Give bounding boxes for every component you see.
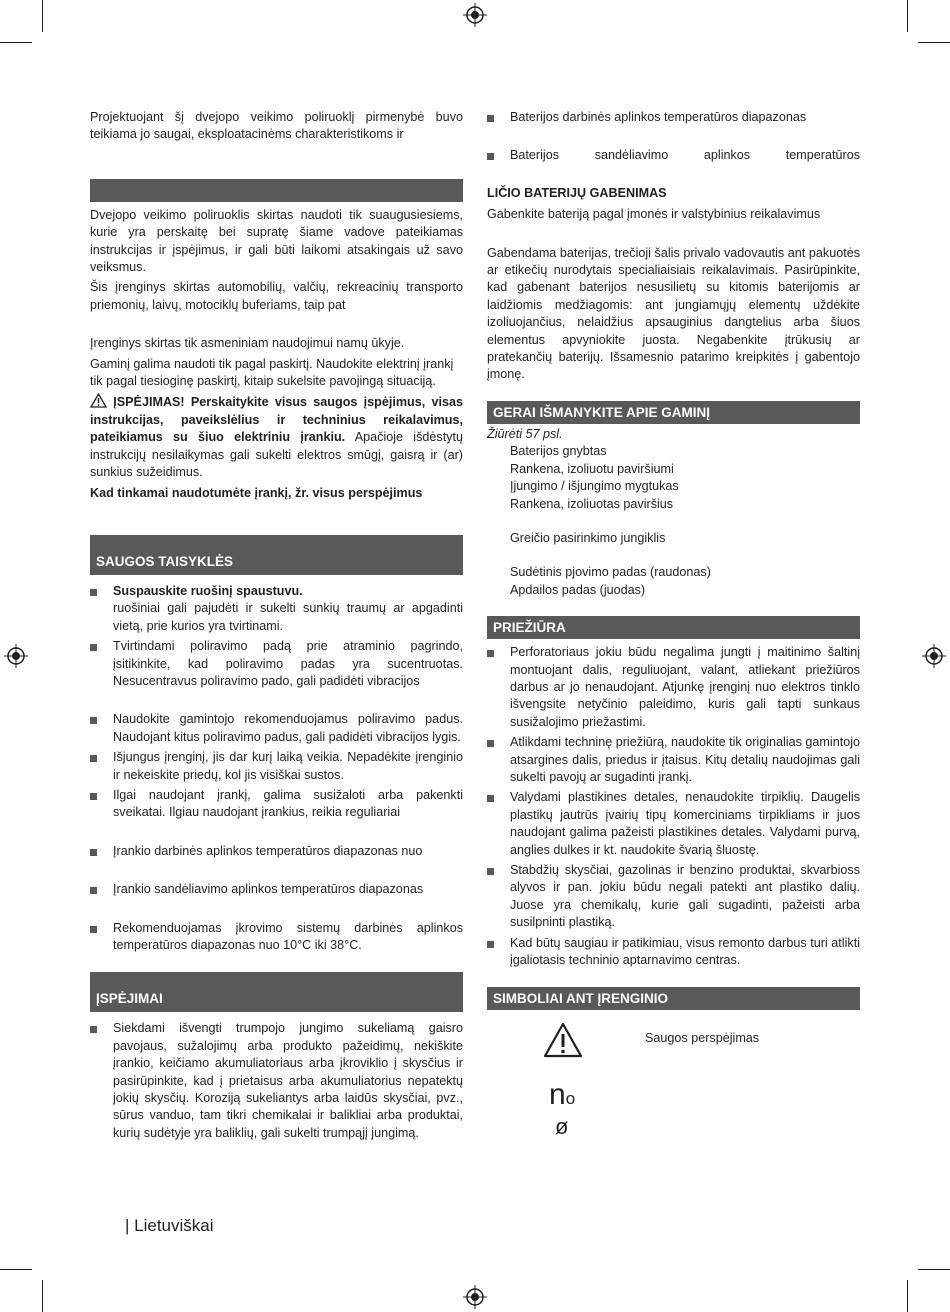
page-footer-language: | Lietuviškai bbox=[125, 1216, 214, 1235]
part-item: Apdailos padas (juodas) bbox=[510, 582, 646, 597]
list-item-text: Atlikdami techninę priežiūrą, naudokite tik originalias gamintojo atsargines dalis, priedus ir įtaisus. Kitų detalių naudojimas gali sukelti pavojų ar sugadinti įrankį. bbox=[510, 735, 861, 784]
section-heading-safety bbox=[90, 535, 463, 575]
list-item-text: Kad būtų saugiau ir patikimiau, visus remonto darbus turi atlikti įgaliotasis techninio aptarnavimo centras. bbox=[510, 935, 860, 968]
list-item-text: Naudokite gamintojo rekomenduojamus poliravimo padus. Naudojant kitus poliravimo padus, gali padidėti vibracijos lygis. bbox=[113, 712, 463, 744]
safety-list bbox=[90, 583, 463, 955]
registration-mark-icon bbox=[463, 1285, 487, 1309]
intro-paragraph: Projektuojant šį dvejopo veikimo poliruoklį pirmenybė buvo teikiama jo saugai, eksploatacinėms charakteristikoms ir bbox=[90, 110, 463, 142]
list-item bbox=[487, 109, 860, 126]
crop-mark bbox=[0, 42, 32, 43]
list-item bbox=[90, 749, 463, 784]
product-heading-text: GERAI IŠMANYKITE APIE GAMINĮ bbox=[493, 404, 711, 420]
list-item-bold: Suspauskite ruošinį spaustuvu. bbox=[113, 583, 303, 598]
parts-list bbox=[487, 443, 860, 599]
warnings-list bbox=[90, 1020, 463, 1142]
battery-temperature-list bbox=[487, 109, 860, 165]
crop-mark bbox=[907, 1280, 908, 1312]
transport-paragraph-2: Gabendama baterijas, trečioji šalis privalo vadovautis ant pakuotės ar etikečių nurodytais specialiaisiais reikalavimais. Pasirūpinkite, kad gabenant baterijos nesusilietų su kitomis baterijomis ar laidžiomis medžiagomis: ant jungiamųjų elementų uždėkite izoliuojančius, nelaidžius apsauginius dangtelius arba šiuos elementus apvyniokite juosta. Negabenkite įtrūkusių ar pratekančių baterijų. Išsamesnio patarimo kreipkitės į gabentojo įmonę. bbox=[487, 245, 860, 382]
purpose-paragraph: Gaminį galima naudoti tik pagal paskirtį. Naudokite elektrinį įrankį tik pagal tiesioginę paskirtį, kitaip sukelsite pavojingą situaciją. bbox=[90, 356, 454, 389]
crop-mark bbox=[42, 1280, 43, 1312]
safety-heading-text: SAUGOS TAISYKLĖS bbox=[96, 553, 234, 569]
transport-paragraph-1: Gabenkite bateriją pagal įmonės ir valstybinius reikalavimus bbox=[487, 207, 821, 222]
warning-bold-text: ĮSPĖJIMAS! Perskaitykite visus saugos įspėjimus, visas instrukcijas, paveikslėlius ir techninius reikalavimus, pateikiamus su šiuo elektriniu įrankiu. bbox=[90, 395, 463, 445]
list-item bbox=[487, 644, 860, 731]
list-item-text: Valydami plastikines detales, nenaudokite tirpiklių. Daugelis plastikų jautrūs įvairių tipų komerciniams tirpikliams ir juos naudojant galima pažeisti plastikines detales. Valydami purvą, anglies dulkes ir kt. naudokite švarią šluostę. bbox=[510, 790, 860, 857]
intended-use-paragraph: Dvejopo veikimo poliruoklis skirtas naudoti tik suaugusiesiems, kurie yra perskaitę bei supratę šiame vadove pateikiamas instrukcijas ir įspėjimus, ir gali būti laikomi atsakingais už savo veiksmus. bbox=[90, 207, 463, 275]
symbols-table bbox=[487, 1010, 860, 1145]
list-item-text: Perforatoriaus jokiu būdu negalima jungti į maitinimo šaltinį montuojant dalis, reguliuojant, valant, atliekant priežiūros darbus ar jo nenaudojant. Atjunkę įrenginį nuo elektros tinklo išvengsite netyčinio paleidimo, kuris gali tapti sunkaus susižalojimo priežastimi. bbox=[510, 645, 860, 729]
right-column bbox=[487, 109, 860, 1145]
list-item bbox=[90, 843, 463, 860]
symbols-heading-text: SIMBOLIAI ANT ĮRENGINIO bbox=[493, 991, 668, 1007]
list-item-text: Įrankio darbinės aplinkos temperatūros diapazonas nuo bbox=[113, 843, 423, 858]
no-load-speed-n: n bbox=[549, 1078, 566, 1112]
see-warnings-paragraph: Kad tinkamai naudotumėte įrankį, žr. visus perspėjimus bbox=[90, 485, 423, 500]
left-column bbox=[90, 109, 463, 1142]
list-item bbox=[90, 787, 463, 822]
list-item bbox=[90, 1020, 463, 1142]
list-item bbox=[487, 734, 860, 786]
warning-triangle-icon bbox=[543, 1022, 583, 1058]
diameter-symbol: ø bbox=[555, 1114, 569, 1140]
safety-warning-label: Saugos perspėjimas bbox=[645, 1031, 760, 1046]
list-item bbox=[90, 881, 463, 898]
section-heading-product bbox=[487, 401, 860, 424]
list-item bbox=[90, 583, 463, 635]
list-item bbox=[487, 935, 860, 970]
registration-mark-icon bbox=[4, 644, 28, 668]
maintenance-heading-text: PRIEŽIŪRA bbox=[493, 620, 566, 636]
list-item-text: Stabdžių skysčiai, gazolinas ir benzino produktai, skvarbioss alyvos ir pan. jokiu būdu negali patekti ant plastiko dalių. Juose yra chemikalų, kurie gali sugadinti, pažeisti arba susilpninti plastiką. bbox=[510, 863, 860, 930]
list-item-text: Įrankio sandėliavimo aplinkos temperatūros diapazonas bbox=[113, 882, 424, 897]
section-heading-maintenance bbox=[487, 616, 860, 639]
crop-mark bbox=[907, 0, 908, 32]
list-item-text: Rekomenduojamas įkrovimo sistemų darbinės aplinkos temperatūros diapazonas nuo 10°C iki 38°C. bbox=[113, 920, 463, 952]
list-item bbox=[90, 920, 463, 955]
warning-triangle-icon bbox=[90, 393, 107, 408]
list-item-text: Siekdami išvengti trumpojo jungimo sukeliamą gaisro pavojaus, sužalojimų arba produkto pažeidimų, nekiškite įrankio, keičiamo akumuliatoriaus arba įkroviklio į skysčius ir pasirūpinkite, kad į prietaisus arba akumuliatorius nepatektų jokių skysčių. Koroziją sukeliantys arba laidūs skysčiai, pvz., sūrus vanduo, tam tikri chemikalai ir balikliai arba produktai, kurių sudėtyje yra baliklių, gali sukelti trumpąjį jungimą. bbox=[113, 1021, 463, 1140]
registration-mark-icon bbox=[922, 644, 946, 668]
part-item: Sudėtinis pjovimo padas (raudonas) bbox=[510, 565, 711, 580]
part-item: Įjungimo / išjungimo mygtukas bbox=[510, 479, 679, 494]
list-item-text: Baterijos darbinės aplinkos temperatūros diapazonas bbox=[510, 110, 807, 124]
list-item bbox=[487, 789, 860, 859]
no-load-speed-symbol bbox=[549, 1078, 575, 1116]
section-heading-warnings bbox=[90, 972, 463, 1012]
list-item bbox=[90, 711, 463, 746]
warning-rest-text: Apačioje išdėstytų instrukcijų nesilaikymas gali sukelti elektros smūgį, gaisrą ir (ar) sunkius sužeidimus. bbox=[90, 430, 463, 480]
list-item-text: Ilgai naudojant įrankį, galima susižaloti arba pakenkti sveikatai. Ilgiau naudojant įrankius, reikia reguliariai bbox=[113, 787, 463, 820]
no-load-speed-subscript: o bbox=[565, 1089, 576, 1109]
transport-title: LIČIO BATERIJŲ GABENIMAS bbox=[487, 185, 667, 200]
part-item: Rankena, izoliuotas paviršius bbox=[510, 496, 674, 511]
list-item-text: Baterijos sandėliavimo aplinkos temperatūros bbox=[510, 148, 860, 163]
list-item bbox=[487, 862, 860, 932]
maintenance-list bbox=[487, 644, 860, 969]
warning-paragraph bbox=[90, 393, 463, 481]
list-item-text: Išjungus įrenginį, jis dar kurį laiką veikia. Nepadėkite įrenginio ir nekeiskite priedų, kol jis visiškai sustos. bbox=[113, 750, 463, 782]
household-paragraph: Įrenginys skirtas tik asmeniniam naudojimui namų ūkyje. bbox=[90, 336, 405, 351]
list-item bbox=[90, 638, 463, 690]
crop-mark bbox=[42, 0, 43, 32]
crop-mark bbox=[918, 1269, 950, 1270]
crop-mark bbox=[0, 1269, 32, 1270]
list-item-text: Tvirtindami poliravimo padą prie atraminio pagrindo, įsitikinkite, kad poliravimo padas yra sucentruotas. Nesucentravus poliravimo pado, gali padidėti vibracijos bbox=[113, 639, 463, 688]
section-heading-symbols bbox=[487, 987, 860, 1010]
part-item: Baterijos gnybtas bbox=[510, 444, 607, 459]
list-item bbox=[487, 147, 860, 164]
see-page-reference: Žiūrėti 57 psl. bbox=[487, 426, 563, 441]
warnings-heading-text: ĮSPĖJIMAI bbox=[96, 991, 163, 1007]
list-item-text: ruošiniai gali pajudėti ir sukelti sunkių traumų ar apgadinti vietą, prie kurios yra tvirtinami. bbox=[113, 601, 463, 633]
registration-mark-icon bbox=[463, 3, 487, 27]
vehicles-paragraph: Šis įrenginys skirtas automobilių, valčių, rekreacinių transporto priemonių, laivų, motociklų buferiams, taip pat bbox=[90, 280, 463, 312]
section-band-intended-use bbox=[90, 179, 463, 202]
part-item: Greičio pasirinkimo jungiklis bbox=[510, 530, 666, 545]
part-item: Rankena, izoliuotu paviršiumi bbox=[510, 461, 674, 476]
crop-mark bbox=[918, 42, 950, 43]
